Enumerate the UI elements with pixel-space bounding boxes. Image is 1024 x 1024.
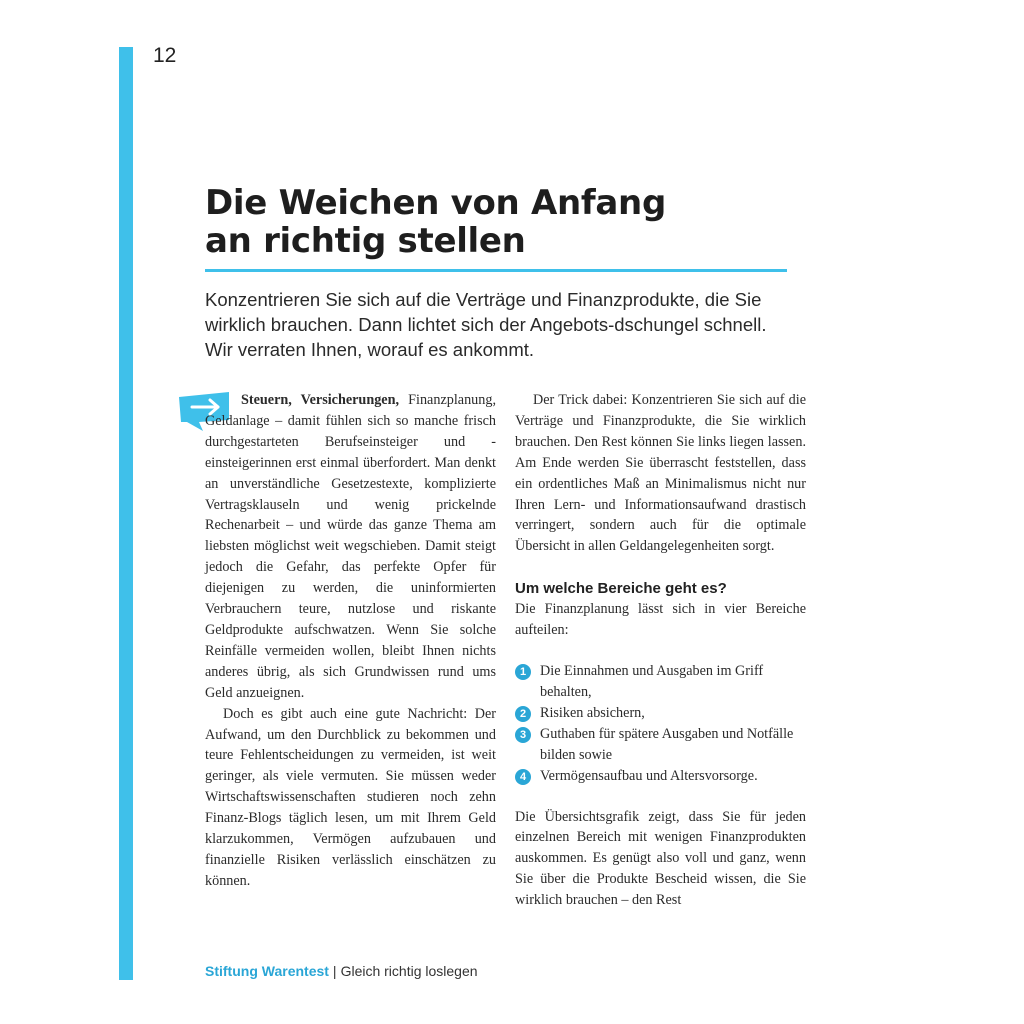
subheading-areas: Um welche Bereiche geht es? <box>515 580 727 598</box>
list-item: 2 Risiken absichern, <box>515 703 806 724</box>
left-column <box>205 390 496 892</box>
footer-separator: | <box>332 963 337 979</box>
paragraph-trick: Der Trick dabei: Konzentrieren Sie sich auf die Verträge und Finanzprodukte, die Sie wirklich brauchen. Den Rest können Sie links liegen lassen. Am Ende werden Sie überrascht feststellen, dass ein ordentliches Maß an Minimalismus nicht nur Ihren Lern- und Informationsaufwand drastisch verringert, sondern auch für die optimale Übersicht in allen Geldangelegenheiten sorgt. <box>515 392 806 555</box>
number-badge-icon: 1 <box>515 664 531 680</box>
paragraph-good-news: Doch es gibt auch eine gute Nachricht: Der Aufwand, um den Durchblick zu bekommen und teure Fehlentscheidungen zu vermeiden, ist weit geringer, als viele vermuten. Sie müssen weder Wirtschaftswissenschaften studieren noch zehn Finanz-Blogs täglich lesen, um mit Ihrem Geld klarzukommen, Vermögen aufzubauen und finanzielle Risiken verlässlich einschätzen zu können. <box>205 705 496 889</box>
footer-book-title: Gleich richtig loslegen <box>340 963 478 979</box>
page-title <box>205 184 805 260</box>
title-line-1: Die Weichen von Anfang <box>205 183 666 223</box>
right-column <box>515 390 806 911</box>
number-badge-icon: 4 <box>515 769 531 785</box>
lead-bold: Steuern, Versicherungen, <box>241 392 400 408</box>
areas-list <box>515 661 806 786</box>
paragraph-overview: Die Übersichtsgrafik zeigt, dass Sie für jeden einzelnen Bereich mit wenigen Finanzprodukten auskommen. Es genügt also voll und ganz, wenn Sie über die Produkte Bescheid wissen, die Sie wirklich brauchen – den Rest <box>515 808 806 909</box>
list-item: 3 Guthaben für spätere Ausgaben und Notfälle bilden sowie <box>515 724 806 766</box>
list-item: 4 Vermögensaufbau und Altersvorsorge. <box>515 766 806 787</box>
list-intro: Die Finanzplanung lässt sich in vier Bereiche aufteilen: <box>515 601 806 639</box>
title-line-2: an richtig stellen <box>205 221 526 261</box>
footer-brand: Stiftung Warentest <box>205 963 329 979</box>
number-badge-icon: 3 <box>515 727 531 743</box>
page-number: 12 <box>153 44 177 67</box>
sidebar-accent-bar <box>119 47 133 980</box>
page-footer <box>205 963 478 979</box>
number-badge-icon: 2 <box>515 706 531 722</box>
lead-paragraph <box>205 390 496 704</box>
intro-paragraph: Konzentrieren Sie sich auf die Verträge und Finanzprodukte, die Sie wirklich brauchen. Dann lichtet sich der Angebots-dschungel schnell. Wir verraten Ihnen, worauf es ankommt. <box>205 289 767 360</box>
lead-text: Finanzplanung, Geldanlage – damit fühlen sich so manche frisch durchgestarteten Berufseinsteiger und -einsteigerinnen erst einmal überfordert. Man denkt an unverständliche Gesetzestexte, komplizierte Vertragsklauseln und wenig prickelnde Rechenarbeit – und würde das ganze Thema am liebsten möglichst weit wegschieben. Damit steigt jedoch die Gefahr, das perfekte Opfer für diejenigen zu werden, die uninformierten Verbrauchern teure, nutzlose und riskante Geldprodukte aufschwatzen. Wenn Sie solche Reinfälle vermeiden wollen, bleibt Ihnen nichts anderes übrig, als sich Grundwissen rund ums Geld anzueignen. <box>205 392 496 701</box>
title-underline <box>205 269 787 272</box>
list-item: 1 Die Einnahmen und Ausgaben im Griff behalten, <box>515 661 806 703</box>
